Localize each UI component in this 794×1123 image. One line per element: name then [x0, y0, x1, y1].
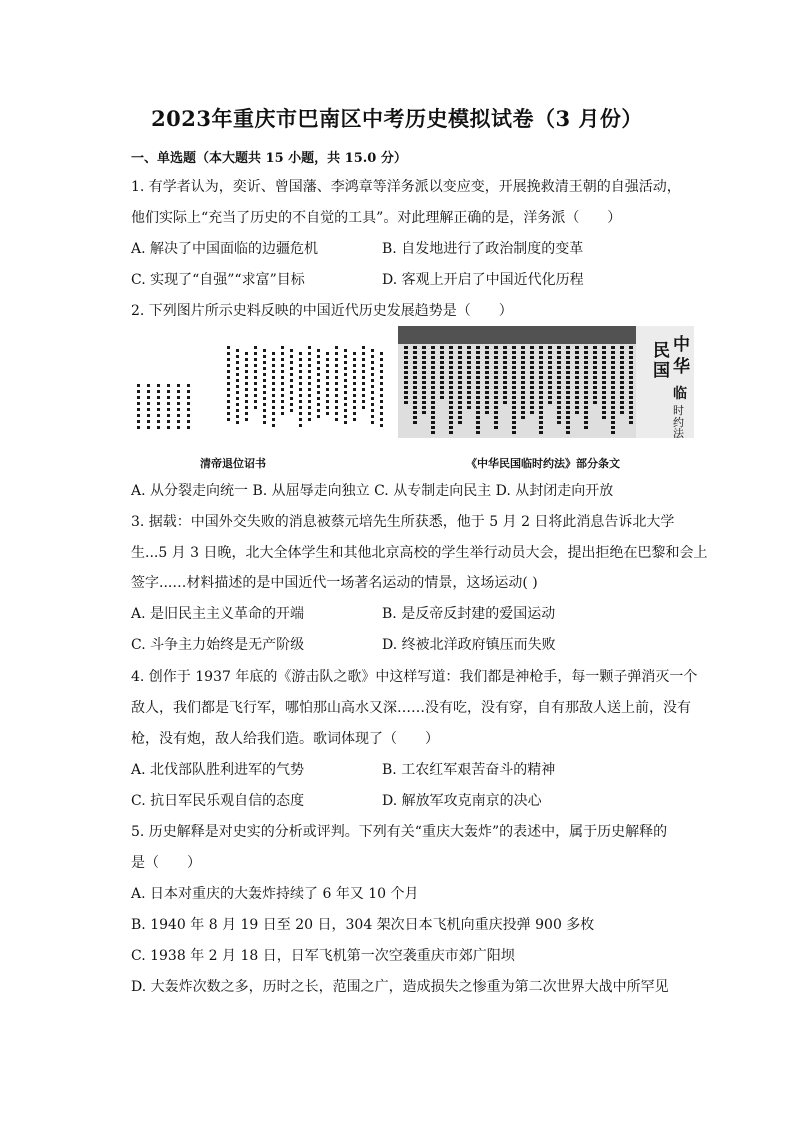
question-1-line-2: 他们实际上“充当了历史的不自觉的工具”。对此理解正确的是，洋务派（ ） — [131, 210, 622, 226]
question-3-line-2: 生...5 月 3 日晚，北大全体学生和其他北京高校的学生举行动员大会，提出拒绝在巴黎和会上 — [131, 545, 708, 561]
question-4-line-3: 枪，没有炮，敌人给我们造。歌词体现了（ ） — [131, 731, 439, 747]
question-4-option-a: A. 北伐部队胜利进军的气势 — [131, 762, 305, 778]
question-4-line-1: 4. 创作于 1937 年底的《游击队之歌》中这样写道：我们都是神枪手，每一颗子弹消灭一个 — [131, 669, 698, 685]
question-4-option-b: B. 工农红军艰苦奋斗的精神 — [382, 762, 556, 778]
question-3-option-a: A. 是旧民主主义革命的开端 — [131, 606, 305, 622]
svg-text:华: 华 — [673, 357, 690, 377]
question-2-line-1: 2. 下列图片所示史料反映的中国近代历史发展趋势是（ ） — [131, 303, 513, 319]
question-1-option-d: D. 客观上开启了中国近代化历程 — [382, 272, 584, 288]
question-5-option-b: B. 1940 年 8 月 19 日至 20 日，304 架次日本飞机向重庆投弹 900 多枚 — [131, 917, 595, 933]
question-4-option-d: D. 解放军攻克南京的决心 — [382, 793, 542, 809]
svg-text:国: 国 — [653, 361, 670, 381]
provisional-constitution-image — [398, 326, 694, 438]
page-title: 2023年重庆市巴南区中考历史模拟试卷（3 月份） — [151, 106, 643, 131]
svg-text:民: 民 — [653, 341, 670, 361]
question-3-option-b: B. 是反帝反封建的爱国运动 — [382, 606, 556, 622]
abdication-edict-image — [131, 330, 393, 440]
svg-text:法: 法 — [673, 427, 684, 438]
question-1-option-a: A. 解决了中国面临的边疆危机 — [131, 241, 319, 257]
question-1-option-b: B. 自发地进行了政治制度的变革 — [382, 241, 584, 257]
question-4-line-2: 敌人，我们都是飞行军，哪怕那山高水又深……没有吃，没有穿，自有那敌人送上前，没有 — [131, 700, 691, 716]
question-5-line-2: 是（ ） — [131, 855, 201, 871]
question-5-option-d: D. 大轰炸次数之多，历时之长，范围之广，造成损失之惨重为第二次世界大战中所罕见 — [131, 979, 669, 995]
question-5-option-c: C. 1938 年 2 月 18 日，日军飞机第一次空袭重庆市郊广阳坝 — [131, 948, 515, 964]
question-1-option-c: C. 实现了“自强”“求富”目标 — [131, 272, 305, 288]
question-1-line-1: 1. 有学者认为，奕䜣、曾国藩、李鸿章等洋务派以变应变，开展挽救清王朝的自强活动， — [131, 179, 681, 195]
svg-text:中: 中 — [673, 335, 690, 355]
question-3-option-c: C. 斗争主力始终是无产阶级 — [131, 637, 305, 653]
question-4-option-c: C. 抗日军民乐观自信的态度 — [131, 793, 305, 809]
section-heading: 一、单选题（本大题共 15 小题，共 15.0 分） — [131, 151, 407, 166]
image-1-caption: 清帝退位诏书 — [200, 457, 266, 470]
image-2-caption: 《中华民国临时约法》部分条文 — [466, 457, 620, 470]
svg-text:约: 约 — [673, 416, 684, 429]
question-3-line-3: 签字...…材料描述的是中国近代一场著名运动的情景，这场运动( ) — [131, 575, 538, 591]
question-5-option-a: A. 日本对重庆的大轰炸持续了 6 年又 10 个月 — [131, 886, 419, 902]
question-5-line-1: 5. 历史解释是对史实的分析或评判。下列有关“重庆大轰炸”的表述中，属于历史解释的 — [131, 824, 668, 840]
question-3-option-d: D. 终被北洋政府镇压而失败 — [382, 637, 556, 653]
svg-text:时: 时 — [673, 404, 684, 417]
svg-text:临: 临 — [673, 386, 687, 402]
question-3-line-1: 3. 据载：中国外交失败的消息被蔡元培先生所获悉，他于 5 月 2 日将此消息告诉北大学 — [131, 514, 675, 530]
question-2-options: A. 从分裂走向统一 B. 从屈辱走向独立 C. 从专制走向民主 D. 从封闭走向开放 — [131, 483, 614, 499]
